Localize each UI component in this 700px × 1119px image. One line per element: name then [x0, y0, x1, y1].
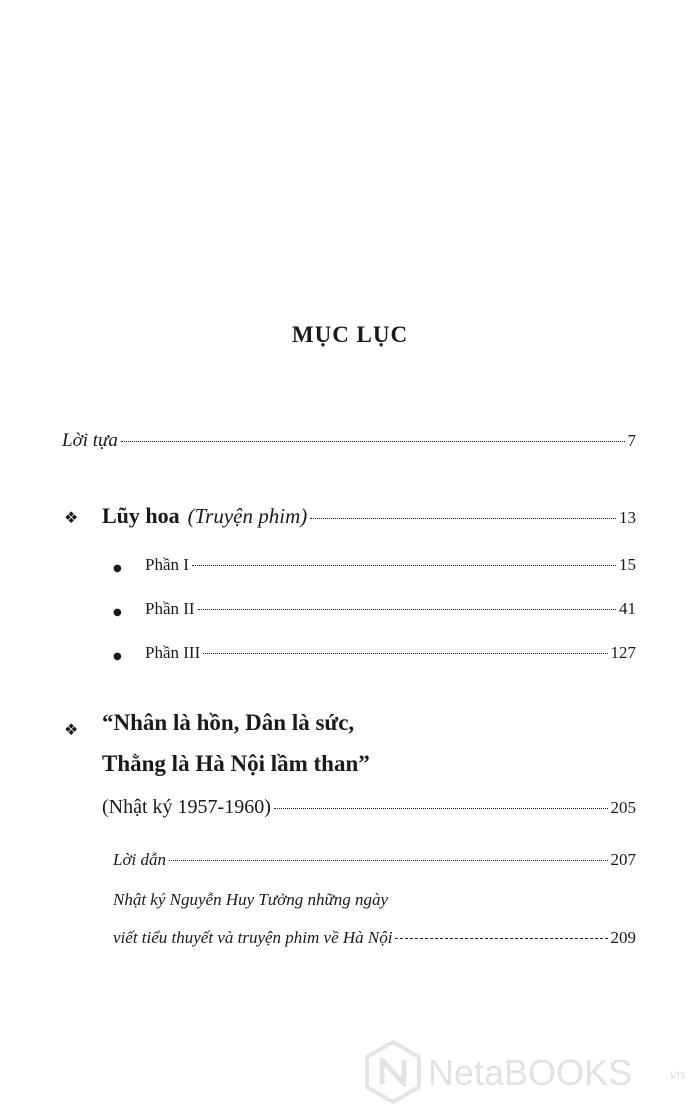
toc-subtitle: (Truyện phim)	[187, 504, 308, 528]
toc-entry-part2[interactable]	[145, 599, 636, 619]
toc-entry-intro[interactable]	[113, 850, 636, 870]
dot-leader	[121, 441, 625, 442]
dot-leader	[192, 565, 616, 566]
toc-entry-luyhoa[interactable]	[102, 503, 636, 529]
dot-leader	[169, 860, 607, 861]
toc-page-number: 127	[610, 643, 636, 662]
toc-entry-preface[interactable]	[62, 430, 636, 452]
dot-leader	[274, 808, 608, 809]
diamond-flower-icon: ❖	[64, 720, 79, 739]
toc-label: Phần I	[145, 555, 189, 574]
toc-label: Phần III	[145, 643, 201, 662]
section-heading-line1: “Nhân là hồn, Dân là sức,	[102, 710, 355, 735]
bullet-icon: ●	[113, 651, 122, 662]
dot-leader	[203, 653, 607, 654]
diamond-flower-icon: ❖	[64, 508, 79, 527]
toc-label: (Nhật ký 1957-1960)	[102, 796, 271, 818]
toc-entry-diary-days[interactable]	[113, 928, 636, 948]
toc-entry-diary[interactable]	[102, 796, 636, 819]
watermark-brand: NetaBOOKS	[428, 1052, 633, 1093]
toc-label: Lời tựa	[62, 430, 118, 451]
toc-page-number: 207	[610, 850, 636, 869]
netabooks-logo-icon	[365, 1040, 421, 1104]
toc-label-line2: viết tiểu thuyết và truyện phim về Hà Nội	[113, 928, 393, 947]
section-heading-line2: Thằng là Hà Nội lầm than”	[102, 751, 370, 776]
page-title: MỤC LỤC	[291, 322, 409, 347]
toc-page-number: 205	[610, 798, 636, 817]
toc-page-number: 209	[610, 928, 636, 947]
toc-label: Phần II	[145, 599, 195, 618]
toc-page-number: 13	[619, 508, 636, 527]
dot-leader	[310, 518, 616, 519]
toc-label-line1: Nhật ký Nguyễn Huy Tưởng những ngày	[113, 890, 389, 909]
bullet-icon: ●	[113, 607, 122, 618]
toc-entry-part1[interactable]	[145, 555, 636, 575]
toc-page-number: 15	[619, 555, 636, 574]
dash-leader	[395, 938, 607, 939]
watermark-suffix: .vn	[666, 1066, 685, 1082]
bullet-icon: ●	[113, 563, 122, 574]
dot-leader	[198, 609, 616, 610]
toc-label: Lời dẫn	[113, 850, 167, 869]
toc-page-number: 41	[619, 599, 636, 618]
toc-page-number: 7	[627, 431, 636, 450]
toc-label: Lũy hoa	[102, 503, 180, 528]
toc-entry-part3[interactable]	[145, 643, 636, 663]
